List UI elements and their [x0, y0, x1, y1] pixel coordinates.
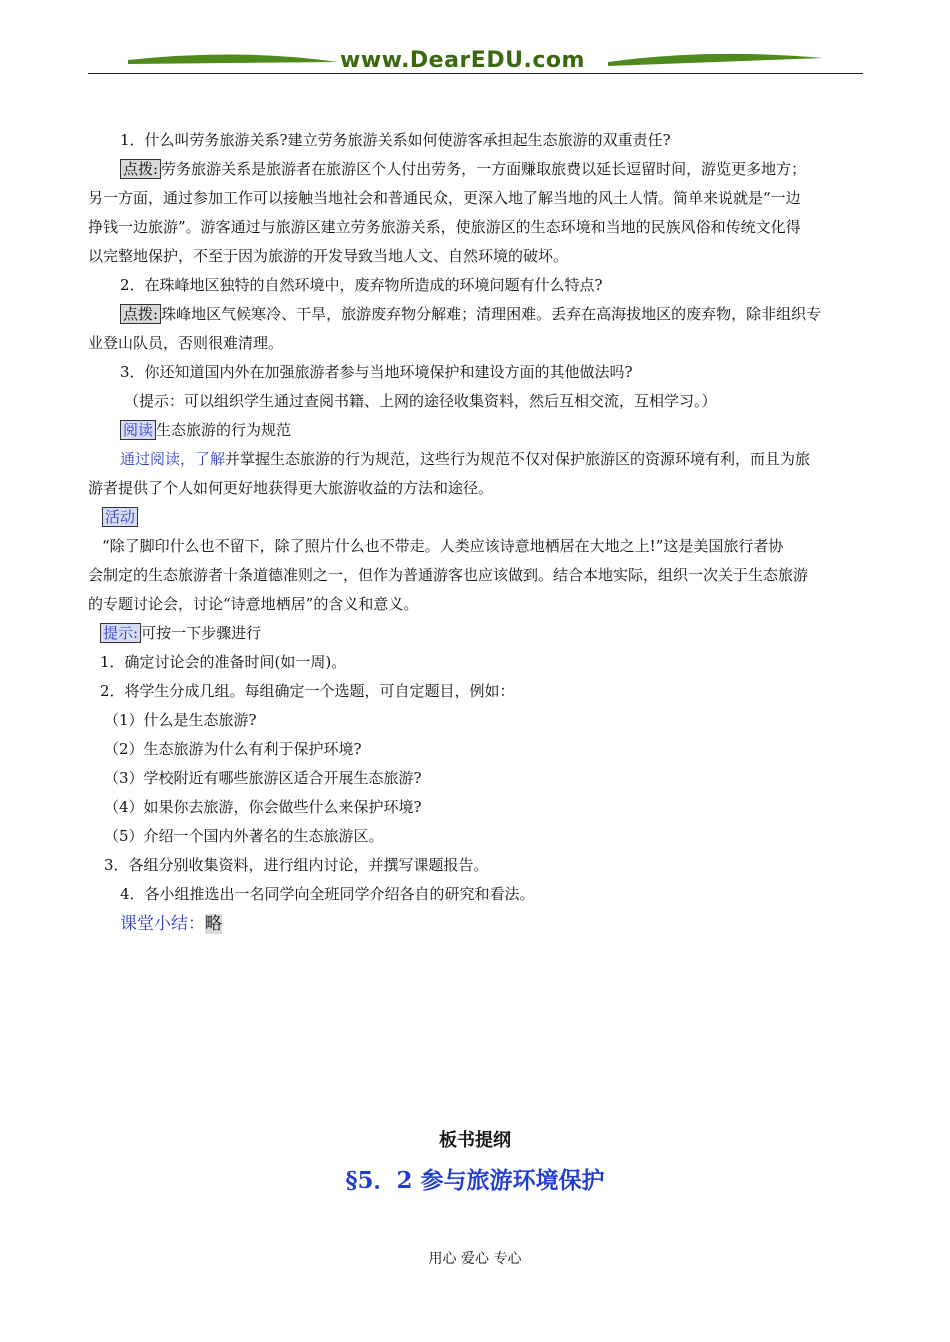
reading-text-line: 通过阅读，了解并掌握生态旅游的行为规范，这些行为规范不仅对保护旅游区的资源环境有利，而且为旅 — [120, 450, 811, 468]
activity-step: （3）学校附近有哪些旅游区适合开展生态旅游? — [104, 769, 422, 787]
q1-answer-line: 挣钱一边旅游”。游客通过与旅游区建立劳务旅游关系，使旅游区的生态环境和当地的民族风俗和传统文化得 — [88, 218, 801, 236]
activity-text-line: 会制定的生态旅游者十条道德准则之一，但作为普通游客也应该做到。结合本地实际，组织一次关于生态旅游 — [88, 566, 809, 584]
hint-label: 点拨: — [120, 304, 161, 324]
q2-answer-line: 业登山队员，否则很难清理。 — [88, 334, 284, 352]
q2-answer-line: 点拨: 珠峰地区气候寒冷、干旱，旅游废弃物分解难；清理困难。丢弃在高海拔地区的废弃物，除非组织专 — [88, 300, 896, 329]
reading-heading — [88, 416, 896, 445]
reading-label: 阅读 — [120, 420, 156, 440]
hint-label: 点拨: — [120, 159, 161, 179]
question-3: 3．你还知道国内外在加强旅游者参与当地环境保护和建设方面的其他做法吗? — [120, 363, 633, 381]
class-summary — [88, 910, 896, 939]
q1-answer-line: 另一方面，通过参加工作可以接触当地社会和普通民众，更深入地了解当地的风土人情。简单来说就是“一边 — [88, 189, 801, 207]
activity-step: （5）介绍一个国内外著名的生态旅游区。 — [104, 827, 384, 845]
header-rule — [88, 73, 863, 74]
board-title: 板书提纲 — [439, 1130, 511, 1151]
summary-label: 课堂小结： — [120, 914, 205, 934]
summary-value: 略 — [205, 914, 222, 934]
activity-text-line: “除了脚印什么也不留下，除了照片什么也不带走。人类应该诗意地栖居在大地之上!”这是美国旅行者协 — [102, 537, 784, 555]
question-2: 2．在珠峰地区独特的自然环境中，废弃物所造成的环境问题有什么特点? — [120, 276, 603, 294]
activity-text-line: 的专题讨论会，讨论“诗意地栖居”的含义和意义。 — [88, 595, 419, 613]
site-logo-text[interactable]: www.DearEDU.com — [340, 48, 585, 73]
activity-step: （1）什么是生态旅游? — [104, 711, 257, 729]
q1-answer-line: 以完整地保护，不至于因为旅游的开发导致当地人文、自然环境的破坏。 — [88, 247, 569, 265]
activity-step: 4．各小组推选出一名同学向全班同学介绍各自的研究和看法。 — [120, 885, 535, 903]
reading-title: 生态旅游的行为规范 — [156, 421, 292, 439]
activity-step: （2）生态旅游为什么有利于保护环境? — [104, 740, 362, 758]
activity-step: 3．各组分别收集资料，进行组内讨论，并撰写课题报告。 — [104, 856, 489, 874]
activity-step: （4）如果你去旅游，你会做些什么来保护环境? — [104, 798, 422, 816]
hint-label: 提示: — [100, 623, 141, 643]
reading-intro: 通过阅读，了解 — [120, 450, 226, 468]
question-1: 1．什么叫劳务旅游关系?建立劳务旅游关系如何使游客承担起生态旅游的双重责任? — [120, 131, 671, 149]
activity-step: 1．确定讨论会的准备时间(如一周)。 — [100, 653, 347, 671]
reading-text-line: 游者提供了个人如何更好地获得更大旅游收益的方法和途径。 — [88, 479, 494, 497]
q1-answer-line: 点拨: 劳务旅游关系是旅游者在旅游区个人付出劳务，一方面赚取旅费以延长逗留时间，游览更多地方； — [88, 155, 896, 184]
activity-heading — [88, 503, 878, 532]
activity-hint: 提示: 可按一下步骤进行 — [88, 619, 876, 648]
q3-hint: （提示：可以组织学生通过查阅书籍、上网的途径收集资料，然后互相交流，互相学习。） — [124, 392, 717, 410]
board-heading: §5．2 参与旅游环境保护 — [345, 1167, 605, 1194]
activity-label: 活动 — [102, 507, 138, 527]
footer-text: 用心 爱心 专心 — [428, 1251, 522, 1267]
activity-step: 2．将学生分成几组。每组确定一个选题，可自定题目，例如： — [100, 682, 515, 700]
